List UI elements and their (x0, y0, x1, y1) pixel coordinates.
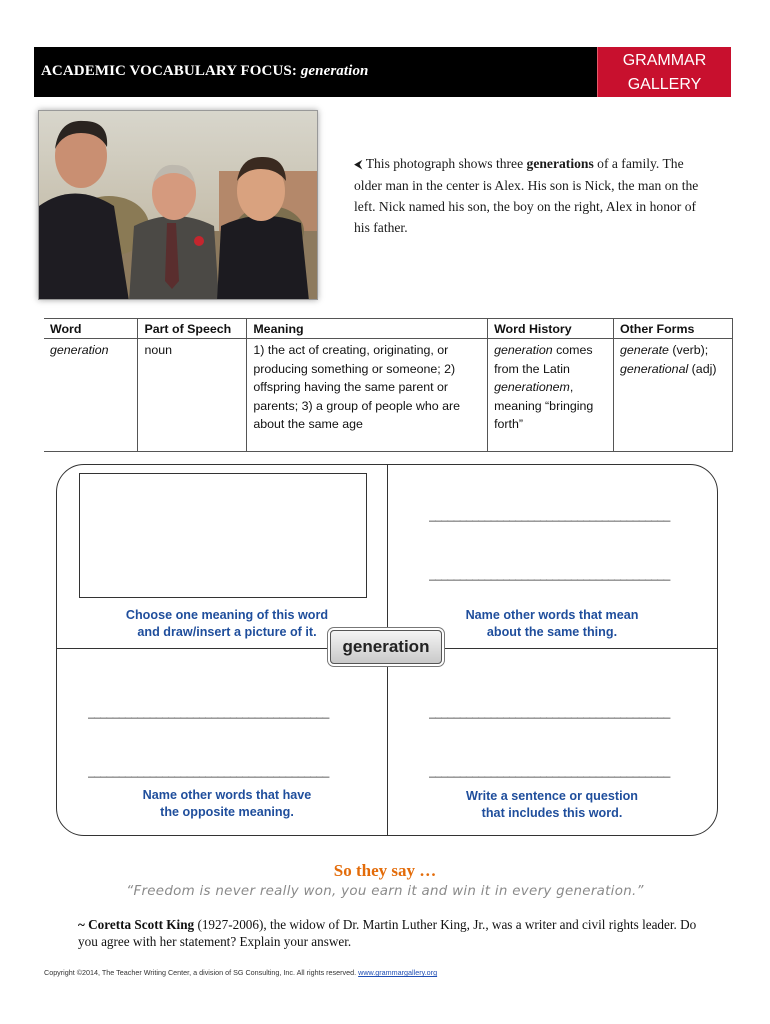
prompt-picture (92, 607, 362, 641)
synonym-blank-2[interactable]: _______________________________________ (429, 567, 670, 581)
table-header-row (44, 319, 733, 339)
photo-caption (354, 153, 714, 238)
page-title (41, 63, 369, 80)
quote: “Freedom is never really won, you earn it and win it in every generation.” (126, 884, 644, 899)
prompt-picture-line-1: Choose one meaning of this word (125, 608, 329, 622)
prompt-synonyms (420, 607, 684, 641)
header-word: Word (44, 319, 138, 339)
prompt-antonyms-line-2: the opposite meaning. (160, 805, 294, 819)
synonym-blank-1[interactable]: _______________________________________ (429, 508, 670, 522)
antonym-blank-2[interactable]: _______________________________________ (88, 764, 329, 778)
prompt-sentence (420, 788, 684, 822)
vocab-table (44, 318, 733, 452)
cell-part-of-speech: noun (138, 339, 247, 452)
prompt-synonyms-line-2: about the same thing. (486, 625, 618, 639)
title-word: generation (300, 63, 369, 79)
copyright (44, 968, 437, 977)
form-generational: generational (620, 361, 689, 376)
header-other-forms: Other Forms (614, 319, 733, 339)
family-photo-illustration (39, 111, 318, 300)
brand-logo (597, 47, 731, 97)
prompt-sentence-line-2: that includes this word. (481, 806, 623, 820)
author-name: Coretta Scott King (88, 917, 195, 932)
cell-other-forms (614, 339, 733, 452)
sentence-blank-1[interactable]: _______________________________________ (429, 705, 670, 719)
cell-word-history (488, 339, 614, 452)
prompt-antonyms-line-1: Name other words that have (142, 788, 312, 802)
prompt-antonyms (92, 787, 362, 821)
brand-line-1: GRAMMAR (622, 52, 707, 69)
attribution-rest: (1927-2006), the widow of Dr. Martin Luther King, Jr., was a writer and civil rights leader. Do you agree with her statement? Explain your answer. (78, 917, 697, 949)
caption-before: This photograph shows three (365, 156, 524, 171)
attribution-prefix: ~ (78, 917, 85, 932)
cell-meaning: 1) the act of creating, originating, or producing something or someone; 2) offspring having the same parent or parents; 3) a group of people who are about the same age (247, 339, 488, 452)
prompt-synonyms-line-1: Name other words that mean (465, 608, 639, 622)
form-generate-pos: (verb); (672, 343, 709, 357)
caption-bold: generations (526, 156, 594, 171)
history-end: , meaning “bringing forth” (494, 380, 594, 432)
title-prefix: ACADEMIC VOCABULARY FOCUS: (41, 63, 297, 79)
table-row (44, 339, 733, 452)
picture-box[interactable] (79, 473, 367, 598)
history-word: generation (494, 343, 553, 357)
history-latin: generationem (494, 380, 570, 395)
prompt-sentence-line-1: Write a sentence or question (466, 789, 638, 803)
copyright-text: Copyright ©2014, The Teacher Writing Center, a division of SG Consulting, Inc. All rights reserved. (44, 968, 357, 977)
form-generate: generate (620, 343, 669, 357)
history-mid: comes from the Latin (494, 343, 593, 376)
header-part-of-speech: Part of Speech (138, 319, 247, 339)
cell-word (44, 339, 138, 452)
header-meaning: Meaning (247, 319, 488, 339)
caption-after: of a family. The older man in the center is Alex. His son is Nick, the man on the left. Nick named his son, the boy on the right, Alex in honor of his father. (354, 156, 699, 235)
center-word: generation (330, 630, 442, 664)
so-they-say-title: So they say … (333, 861, 437, 880)
prompt-picture-line-2: and draw/insert a picture of it. (137, 625, 317, 639)
header-word-history: Word History (488, 319, 614, 339)
website-link[interactable]: www.grammargallery.org (358, 968, 438, 977)
sentence-blank-2[interactable]: _______________________________________ (429, 764, 670, 778)
family-photo (38, 110, 318, 300)
word-value: generation (50, 343, 109, 357)
antonym-blank-1[interactable]: _______________________________________ (88, 705, 329, 719)
arrow-left-icon: ⮜ (354, 157, 363, 171)
form-generational-pos: (adj) (691, 361, 717, 376)
brand-line-2: GALLERY (627, 76, 702, 93)
quote-attribution (78, 916, 718, 950)
